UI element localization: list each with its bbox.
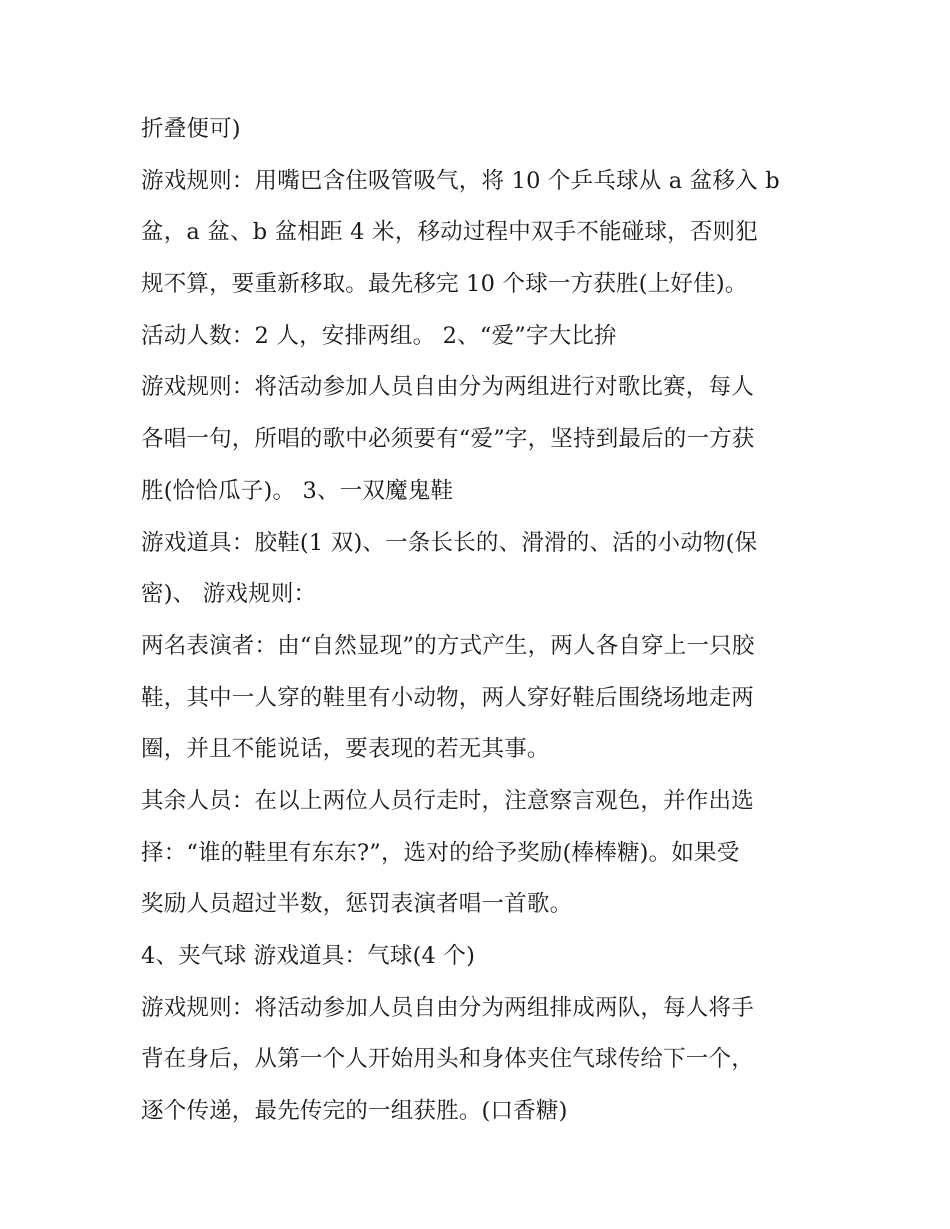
text-line: 游戏道具：胶鞋(1 双)、一条长长的、滑滑的、活的小动物(保 bbox=[141, 529, 758, 556]
document-body bbox=[141, 104, 811, 1138]
text-line: 折叠便可) bbox=[141, 116, 241, 142]
text-line: 游戏规则：将活动参加人员自由分为两组排成两队，每人将手 bbox=[141, 994, 754, 1021]
text-line: 奖励人员超过半数，惩罚表演者唱一首歌。 bbox=[141, 891, 573, 918]
text-line: 游戏规则：将活动参加人员自由分为两组进行对歌比赛，每人 bbox=[141, 374, 754, 401]
text-line: 规不算，要重新移取。最先移完 10 个球一方获胜(上好佳)。 bbox=[141, 271, 748, 298]
text-line: 游戏规则：用嘴巴含住吸管吸气，将 10 个乒乓球从 a 盆移入 b bbox=[141, 167, 780, 194]
text-line: 圈，并且不能说话，要表现的若无其事。 bbox=[141, 736, 550, 763]
text-line: 其余人员：在以上两位人员行走时，注意察言观色，并作出选 bbox=[141, 787, 754, 814]
text-line: 胜(恰恰瓜子)。 3、一双魔鬼鞋 bbox=[141, 477, 454, 504]
text-line: 背在身后，从第一个人开始用头和身体夹住气球传给下一个， bbox=[141, 1046, 754, 1073]
text-line: 4、夹气球 游戏道具：气球(4 个) bbox=[141, 943, 476, 969]
text-line: 活动人数：2 人，安排两组。 2、“爱”字大比拚 bbox=[141, 322, 617, 349]
text-line: 逐个传递，最先传完的一组获胜。(口香糖) bbox=[141, 1098, 568, 1125]
text-line: 密)、 游戏规则： bbox=[141, 581, 317, 608]
text-line: 鞋，其中一人穿的鞋里有小动物，两人穿好鞋后围绕场地走两 bbox=[141, 684, 754, 711]
text-line: 盆，a 盆、b 盆相距 4 米，移动过程中双手不能碰球，否则犯 bbox=[141, 219, 758, 246]
text-line: 两名表演者：由“自然显现”的方式产生，两人各自穿上一只胶 bbox=[141, 632, 755, 659]
text-line: 择：“谁的鞋里有东东?”，选对的给予奖励(棒棒糖)。如果受 bbox=[141, 839, 740, 866]
text-line: 各唱一句，所唱的歌中必须要有“爱”字，坚持到最后的一方获 bbox=[141, 426, 755, 453]
